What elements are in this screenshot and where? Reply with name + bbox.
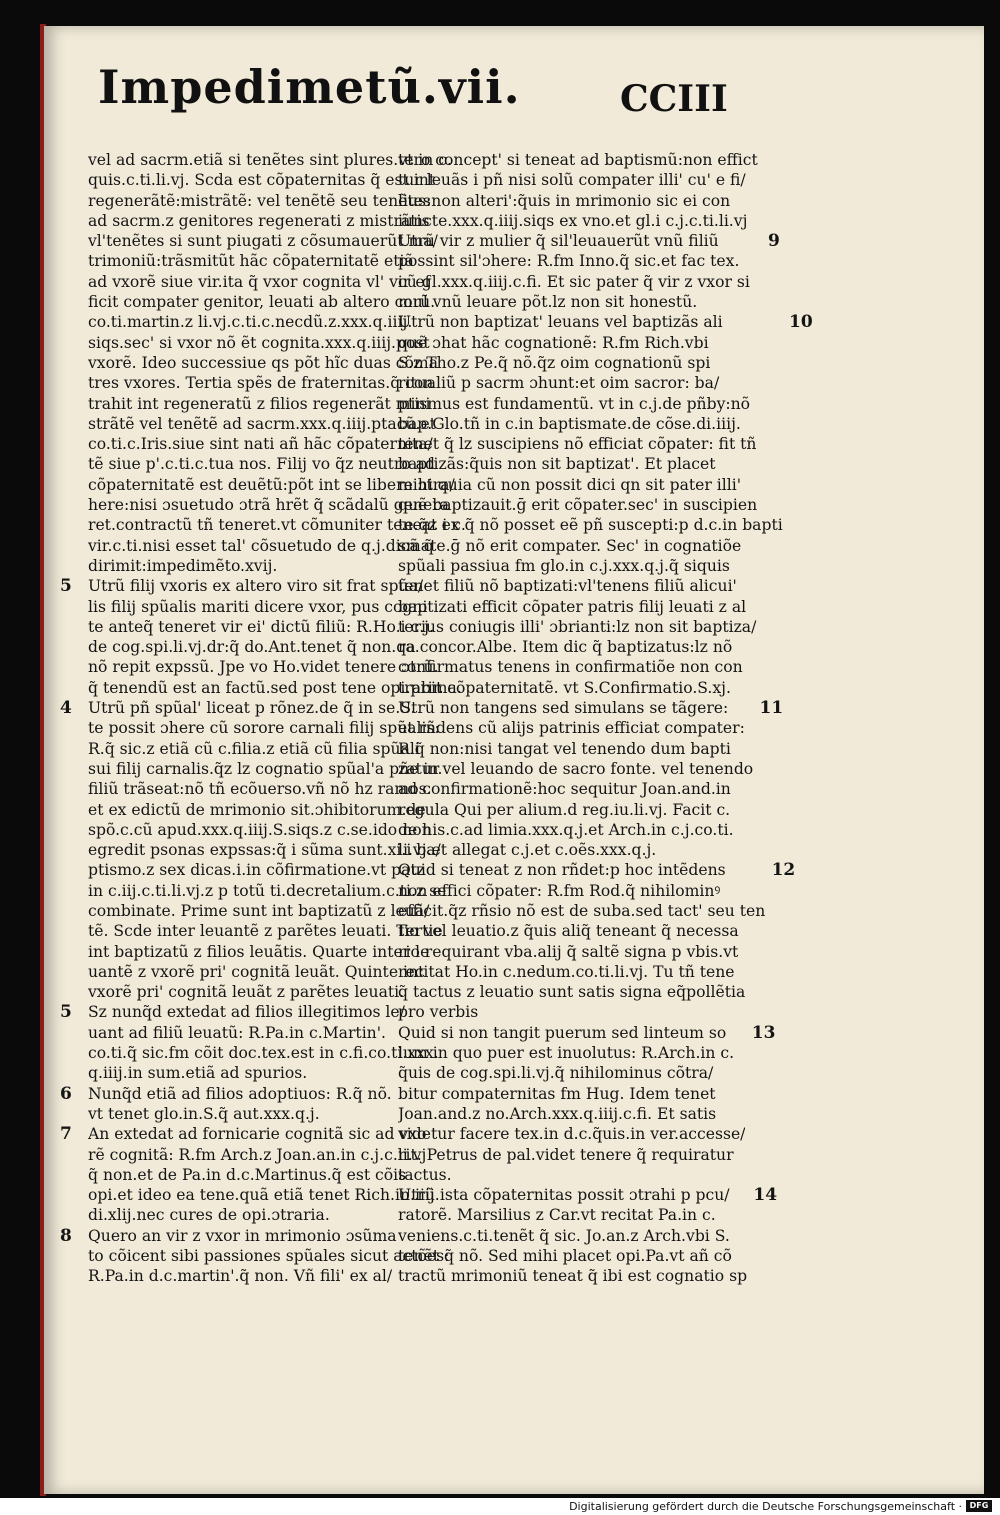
text-line: An extedat ad fornicarie cognitã sic ad vxo [88, 1125, 427, 1144]
text-line: te anteq̃ teneret vir ei' dictũ filiũ: R.Ho.i c.j. [88, 617, 434, 636]
paragraph-lines [398, 1023, 745, 1185]
paragraph-number: 6 [60, 1083, 72, 1104]
text-line: tio vel leuatio.z q̃uis aliq̃ teneant q̃ necessa [398, 922, 739, 941]
text-line: mihi.quia cũ non possit dici qn sit pater illi' [398, 475, 742, 494]
page-title: Impedimetũ.vii. [98, 60, 521, 114]
text-line: efficit.q̃z rñsio nõ est de suba.sed tact' seu ten [398, 901, 766, 920]
text-line: non effici cõpater: R.fm Rod.q̃ nihilominꝰ [398, 881, 721, 900]
text-line: iuncte.xxx.q.iiij.siqs ex vno.et gl.i c.j.c.ti.li.vj [398, 211, 748, 230]
text-line: Joan.and.z no.Arch.xxx.q.iiij.c.fi. Et satis [398, 1104, 717, 1123]
text-line: sui filij carnalis.q̃z lz cognatio spũal'a pñe in [88, 759, 439, 778]
text-line: quẽ baptizauit.ḡ erit cõpater.sec' in suscipien [398, 496, 758, 515]
text-line: quẽ ɔhat hãc cognationẽ: R.fm Rich.vbi [398, 333, 709, 352]
funding-credit: Digitalisierung gefördert durch die Deutsche Forschungsgemeinschaft · [569, 1500, 962, 1513]
text-line: Utrũ pñ spũal' liceat p rõnez.de q̃ in se.S. [88, 699, 416, 718]
paragraph-lines [398, 150, 758, 231]
text-line: te possit ɔhere cũ sorore carnali filij spũalis: [88, 719, 440, 738]
paragraph [60, 1083, 392, 1125]
paragraph-lines [88, 1002, 439, 1083]
text-line: Quid si teneat z non rñdet:p hoc intẽdens [398, 861, 726, 880]
text-line: Utrũ filij vxoris ex altero viro sit frat spũa/ [88, 577, 424, 596]
paragraph-lines [398, 312, 783, 698]
text-line: recitat Ho.in c.nedum.co.ti.li.vj. Tu tñ tene [398, 962, 735, 981]
text-line: trabit cõpaternitatẽ. vt S.Confirmatio.S.xj. [398, 678, 731, 697]
text-line: R.q̃ sic.z etiã cũ c.filia.z etiã cũ filia spũali [88, 739, 420, 758]
text-line: vxorẽ. Ideo successiue qs põt hĩc duas cõma [88, 353, 439, 372]
text-line: R.Pa.in d.c.martin'.q̃ non. Vñ fili' ex al/ [88, 1267, 393, 1286]
text-line: baptizãs:q̃uis non sit baptizat'. Et placet [398, 455, 716, 474]
text-line: spõ.c.cũ apud.xxx.q.iiij.S.siqs.z c.se.ido non [88, 820, 432, 839]
text-line: bap.Glo.tñ in c.in baptismate.de cõse.di.iiij. [398, 414, 741, 433]
paragraph [60, 698, 447, 1002]
paragraph-number [758, 150, 788, 231]
text-line: tractũ mrimoniũ teneat q̃ ibi est cognatio sp [398, 1267, 748, 1286]
text-line: Utrũ ista cõpaternitas possit ɔtrahi p pcu/ [398, 1186, 730, 1205]
text-line: ratorẽ. Marsilius z Car.vt recitat Pa.in c. [398, 1206, 716, 1225]
paragraph-lines [88, 698, 446, 1002]
text-line: Utrũ non baptizat' leuans vel baptizãs ali [398, 313, 723, 332]
paragraph-number: 4 [60, 698, 72, 719]
text-line: smate.ḡ nõ erit compater. Sec' in cognatiõe [398, 536, 742, 555]
text-line: dirimit:impedimẽto.xvij. [88, 556, 278, 575]
folio-number: CCIII [620, 78, 728, 120]
text-line: cũ gl.xxx.q.iiij.c.fi. Et sic pater q̃ vir z vxor si [398, 272, 750, 291]
text-line: regenerãtẽ:mistrãtẽ: vel tenẽtẽ seu tenẽtes [88, 191, 431, 210]
text-line: rẽ cognitã: R.fm Arch.z Joan.an.in c.j.c.li.vj [88, 1145, 427, 1164]
text-line: S.z Tho.z Pe.q̃ nõ.q̃z oim cognationũ spi [398, 353, 711, 372]
paragraph-number: 5 [60, 576, 72, 597]
paragraph [60, 1225, 450, 1287]
paragraph-lines [398, 698, 753, 860]
paragraph [60, 576, 462, 698]
text-line: ptismo.z sex dicas.i.in cõfirmatione.vt patz [88, 861, 425, 880]
paragraph-number: 13 [751, 1022, 776, 1043]
paragraph [60, 150, 466, 576]
text-line: vxorẽ pri' cognitã leuãt z parẽtes leuati. [88, 983, 405, 1002]
text-line: regula Qui per alium.d reg.iu.li.vj. Facit c. [398, 800, 731, 819]
paragraph-lines [88, 1084, 392, 1125]
text-line: here:nisi ɔsuetudo ɔtrã hrẽt q̃ scãdalũ genera [88, 496, 449, 515]
text-line: Utrũ vir z mulier q̃ sil'leuauerũt vnũ filiũ [398, 232, 719, 251]
text-line: vl'tenẽtes si sunt piugati z cõsumauerũt ma/ [88, 232, 438, 251]
text-line: siqs.sec' si vxor nõ ẽt cognita.xxx.q.iiij.post [88, 333, 430, 352]
text-line: R.q̃ non:nisi tangat vel tenendo dum bapti [398, 739, 731, 758]
text-line: in c.iij.c.ti.li.vj.z p totũ ti.decretalium.c.ti.z se [88, 881, 447, 900]
text-line: tenet filiũ nõ baptizati:vl'tenens filiũ alicui' [398, 577, 737, 596]
paragraph-number: 9 [768, 231, 780, 252]
text-line: mul vnũ leuare põt.lz non sit honestũ. [398, 293, 698, 312]
text-line: filiũ trãseat:nõ tñ ecõuerso.vñ nõ hz ramos. [88, 780, 432, 799]
text-line: quis.c.ti.li.vj. Scda est cõpaternitas q̃ est int [88, 171, 436, 190]
paragraph-lines [398, 1185, 747, 1286]
text-line: q.iiij.in sum.etiã ad spurios. [88, 1064, 308, 1083]
text-line: trahit int regeneratũ z filios regenerãt mini [88, 394, 431, 413]
paragraph [398, 150, 758, 231]
text-line: strãtẽ vel tenẽtẽ ad sacrm.xxx.q.iiij.ptacũ.et [88, 414, 436, 433]
text-line: de cog.spi.li.vj.dr:q̃ do.Ant.tenet q̃ non.qa [88, 638, 416, 657]
text-line: ptismus est fundamentũ. vt in c.j.de pñby:nõ [398, 394, 751, 413]
paragraph-number [60, 150, 88, 576]
text-line: uantẽ z vxorẽ pri' cognitã leuãt. Quinte int [88, 962, 425, 981]
text-line: confirmatus tenens in confirmatiõe non con [398, 658, 743, 677]
text-line: lum in quo puer est inuolutus: R.Arch.in c. [398, 1044, 735, 1063]
text-line: egredit psonas expssas:q̃ i sũma sunt.xi.i ba/ [88, 841, 441, 860]
text-line: terius coniugis illi' ɔbrianti:lz non sit baptiza/ [398, 617, 757, 636]
text-line: tero concept' si teneat ad baptismũ:non effict [398, 151, 758, 169]
paragraph-number: 10 [789, 312, 813, 333]
text-line: ret.contractũ tñ teneret.vt cõmuniter teneat i c. [88, 516, 466, 535]
text-line: ficit compater genitor, leuati ab altero corũ. [88, 293, 436, 312]
paragraph-number: 14 [753, 1185, 778, 1206]
text-line: tẽ siue p'.c.ti.c.tua nos. Filij vo q̃z neutro ad [88, 455, 435, 474]
text-line: vt tenet glo.in.S.q̃ aut.xxx.q.j. [88, 1104, 320, 1123]
text-line: lis filij spũalis mariti dicere vxor, pus cogni [88, 597, 428, 616]
text-line: tactus. [398, 1165, 452, 1184]
text-line: Quero an vir z vxor in mrimonio ɔsũma [88, 1226, 397, 1245]
paragraph-lines [398, 860, 765, 1022]
paragraph-number: 8 [60, 1225, 72, 1246]
paragraph [398, 698, 784, 860]
text-line: de his.c.ad limia.xxx.q.j.et Arch.in c.j.co.ti. [398, 820, 734, 839]
text-line: Nunq̃d etiã ad filios adoptiuos: R.q̃ nõ. [88, 1084, 392, 1103]
text-line: vir.c.ti.nisi esset tal' cõsuetudo de q.j.dicã q̃ [88, 536, 434, 555]
paragraph-lines [398, 231, 750, 312]
text-line: videtur facere tex.in d.c.q̃uis.in ver.accesse/ [398, 1125, 746, 1144]
text-line: tenẽt q̃ nõ. Sed mihi placet opi.Pa.vt añ cõ [398, 1247, 732, 1266]
text-line: ritualiũ p sacrm ɔhunt:et oim sacror: ba/ [398, 374, 720, 393]
text-line: Quid si non tangit puerum sed linteum so [398, 1023, 727, 1042]
text-line: tur leuãs i pñ nisi solũ compater illi' cu' e fi/ [398, 171, 746, 190]
text-line: opi.et ideo ea tene.quã etiã tenet Rich.in.iiij. [88, 1186, 440, 1205]
text-line: Utrũ non tangens sed simulans se tãgere: [398, 699, 729, 718]
text-line: et ex edictũ de mrimonio sit.ɔhibitorum.de [88, 800, 426, 819]
paragraph [398, 231, 780, 312]
text-line: co.ti.c.Iris.siue sint nati añ hãc cõpaternita/ [88, 435, 433, 454]
paragraph [398, 1185, 778, 1286]
text-line: to cõicent sibi passiones spũales sicut actões: [88, 1247, 450, 1266]
text-line: q̃uis de cog.spi.li.vj.q̃ nihilominus cõtra/ [398, 1064, 714, 1083]
text-line: li.vj.et allegat c.j.et c.oẽs.xxx.q.j. [398, 841, 657, 860]
text-line: q̃ tenendũ est an factũ.sed post tene opi.prima. [88, 678, 462, 697]
paragraph-number: 5 [60, 1002, 72, 1023]
text-line: possint sil'ɔhere: R.fm Inno.q̃ sic.et fac tex. [398, 252, 740, 271]
text-line: bitur compaternitas fm Hug. Idem tenet [398, 1084, 716, 1103]
text-line: tẽ. Scde inter leuantẽ z parẽtes leuati. Tertie [88, 922, 443, 941]
paragraph-number: 12 [771, 860, 796, 881]
text-line: co.ti.martin.z li.vj.c.ti.c.necdũ.z.xxx.q.iiij. [88, 313, 413, 332]
text-line: spũali passiua fm glo.in c.j.xxx.q.j.q̃ siquis [398, 556, 730, 575]
text-line: nõ repit expssũ. Jpe vo Ho.videt tenere ɔtrũ. [88, 658, 439, 677]
text-line: baptizati efficit cõpater patris filij leuati z al [398, 597, 747, 616]
right-text-column [398, 150, 813, 1287]
text-line: te.q̃z ex q̃ nõ posset eẽ pñ suscepti:p d.c.in bapti [398, 516, 783, 535]
text-line: ad vxorẽ siue vir.ita q̃ vxor cognita vl' vir ef [88, 272, 431, 291]
text-line: uant ad filiũ leuatũ: R.Pa.in c.Martin'. [88, 1023, 386, 1042]
text-line: et rñdens cũ alijs patrinis efficiat compater: [398, 719, 745, 738]
text-line: co.ti.q̃ sic.fm cõit doc.tex.est in c.fi.co.ti.xxx. [88, 1044, 439, 1063]
text-line: int baptizatũ z filios leuãtis. Quarte inter le [88, 942, 430, 961]
dfg-logo: DFG [966, 1500, 992, 1512]
text-line: ad sacrm.z genitores regenerati z mistrãtis [88, 211, 430, 230]
text-line: tres vxores. Tertia spẽs de fraternitas.q̃ con [88, 374, 434, 393]
paragraph [398, 860, 796, 1022]
text-line: cõpaternitatẽ est deuẽtũ:põt int se libere ɔtra/ [88, 475, 455, 494]
text-line: pro verbis [398, 1003, 479, 1022]
text-line: q̃ tactus z leuatio sunt satis signa eq̃pollẽtia [398, 983, 746, 1002]
text-line: tenet q̃ lz suscipiens nõ efficiat cõpater: fit tñ [398, 435, 757, 454]
text-line: q̃ non.et de Pa.in d.c.Martinus.q̃ est cõis [88, 1165, 407, 1184]
paragraph-number: 7 [60, 1124, 72, 1145]
text-line: trimoniũ:trãsmitũt hãc cõpaternitatẽ etiã [88, 252, 414, 271]
text-line: Sz nunq̃d extedat ad filios illegitimos le/ [88, 1003, 405, 1022]
text-line: zatur.vel leuando de sacro fonte. vel tenendo [398, 759, 754, 778]
text-line: lius:non alteri':q̃uis in mrimonio sic ei con [398, 191, 731, 210]
paragraph-lines [88, 1226, 449, 1287]
paragraph [398, 312, 813, 698]
paragraph-number: 11 [759, 698, 784, 719]
text-line: combinate. Prime sunt int baptizatũ z leuã/ [88, 901, 430, 920]
paragraph-lines [88, 1124, 440, 1225]
text-line: veniens.c.ti.tenẽt q̃ sic. Jo.an.z Arch.vbi S. [398, 1226, 730, 1245]
text-line: ad confirmationẽ:hoc sequitur Joan.and.in [398, 780, 731, 799]
text-line: rit. Petrus de pal.videt tenere q̃ requiratur [398, 1145, 734, 1164]
text-line: di.xlij.nec cures de opi.ɔtraria. [88, 1206, 330, 1225]
text-line: rio requirant vba.alij q̃ saltẽ signa p vbis.vt [398, 942, 739, 961]
text-line: vel ad sacrm.etiã si tenẽtes sint plures.vt in c. [88, 151, 452, 169]
text-line: ra.concor.Albe. Item dic q̃ baptizatus:lz nõ [398, 638, 733, 657]
paragraph [398, 1022, 776, 1185]
